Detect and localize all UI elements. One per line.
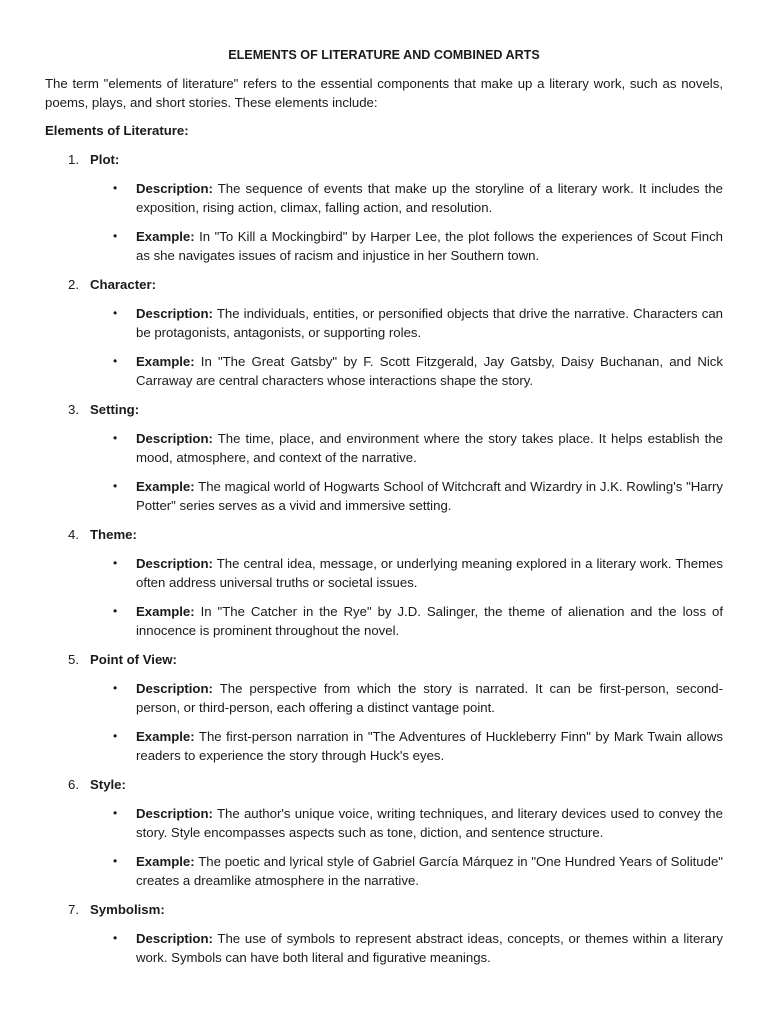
- element-heading: [45, 900, 723, 919]
- bullet-item: [45, 679, 723, 717]
- document-title: ELEMENTS OF LITERATURE AND COMBINED ARTS: [228, 48, 540, 62]
- point-label: Description:: [136, 931, 213, 946]
- bullet-list: [45, 429, 723, 515]
- bullet-list: [45, 304, 723, 390]
- element-name: Symbolism:: [90, 902, 165, 917]
- element-name: Theme:: [90, 527, 137, 542]
- element-name: Style:: [90, 777, 126, 792]
- list-item: [45, 275, 723, 390]
- element-heading: [45, 400, 723, 419]
- list-item: [45, 775, 723, 890]
- bullet-list: [45, 804, 723, 890]
- intro-paragraph: The term "elements of literature" refers to the essential components that make up a literary work, such as novels, poems, plays, and short stories. These elements include:: [45, 76, 723, 110]
- bullet-list: [45, 554, 723, 640]
- point-text: The first-person narration in "The Adventures of Huckleberry Finn" by Mark Twain allows readers to experience the story through Huck's eyes.: [136, 729, 723, 763]
- bullet-list: [45, 179, 723, 265]
- bullet-item: [45, 352, 723, 390]
- list-number: 5.: [68, 652, 79, 667]
- element-heading: [45, 275, 723, 294]
- element-heading: [45, 775, 723, 794]
- point-label: Example:: [136, 479, 195, 494]
- bullet-item: [45, 727, 723, 765]
- bullet-icon: •: [113, 229, 118, 243]
- bullet-icon: •: [113, 806, 118, 820]
- bullet-item: [45, 429, 723, 467]
- list-number: 1.: [68, 152, 79, 167]
- element-heading: [45, 650, 723, 669]
- list-item: [45, 400, 723, 515]
- bullet-icon: •: [113, 604, 118, 618]
- point-label: Example:: [136, 604, 195, 619]
- document-page: [45, 46, 723, 977]
- list-number: 3.: [68, 402, 79, 417]
- bullet-icon: •: [113, 931, 118, 945]
- point-label: Description:: [136, 306, 213, 321]
- point-text: In "The Great Gatsby" by F. Scott Fitzgerald, Jay Gatsby, Daisy Buchanan, and Nick Carraway are central characters whose interactions shape the story.: [136, 354, 723, 388]
- point-text: In "To Kill a Mockingbird" by Harper Lee, the plot follows the experiences of Scout Finch as she navigates issues of racism and injustice in her Southern town.: [136, 229, 723, 263]
- point-label: Example:: [136, 854, 195, 869]
- list-number: 7.: [68, 902, 79, 917]
- bullet-item: [45, 179, 723, 217]
- point-label: Description:: [136, 181, 213, 196]
- list-item: [45, 150, 723, 265]
- list-item: [45, 525, 723, 640]
- element-name: Point of View:: [90, 652, 177, 667]
- bullet-icon: •: [113, 854, 118, 868]
- bullet-icon: •: [113, 306, 118, 320]
- list-number: 2.: [68, 277, 79, 292]
- point-text: The sequence of events that make up the storyline of a literary work. It includes the exposition, rising action, climax, falling action, and resolution.: [136, 181, 723, 215]
- bullet-list: [45, 929, 723, 967]
- point-label: Description:: [136, 556, 213, 571]
- point-text: The perspective from which the story is narrated. It can be first-person, second-person, or third-person, each offering a distinct vantage point.: [136, 681, 723, 715]
- bullet-icon: •: [113, 431, 118, 445]
- point-text: The poetic and lyrical style of Gabriel García Márquez in "One Hundred Years of Solitude" creates a dreamlike atmosphere in the narrative.: [136, 854, 723, 888]
- point-label: Description:: [136, 681, 213, 696]
- point-text: The magical world of Hogwarts School of Witchcraft and Wizardry in J.K. Rowling's "Harry Potter" series serves as a vivid and immersive setting.: [136, 479, 723, 513]
- element-name: Setting:: [90, 402, 140, 417]
- point-label: Description:: [136, 431, 213, 446]
- point-text: The use of symbols to represent abstract ideas, concepts, or themes within a literary work. Symbols can have both literal and figurative meanings.: [136, 931, 723, 965]
- list-number: 4.: [68, 527, 79, 542]
- point-text: The time, place, and environment where the story takes place. It helps establish the mood, atmosphere, and context of the narrative.: [136, 431, 723, 465]
- bullet-item: [45, 852, 723, 890]
- point-text: The individuals, entities, or personified objects that drive the narrative. Characters can be protagonists, antagonists, or supporting roles.: [136, 306, 723, 340]
- point-label: Example:: [136, 354, 195, 369]
- bullet-item: [45, 929, 723, 967]
- point-text: In "The Catcher in the Rye" by J.D. Salinger, the theme of alienation and the loss of innocence is prominent throughout the novel.: [136, 604, 723, 638]
- element-heading: [45, 525, 723, 544]
- element-heading: [45, 150, 723, 169]
- bullet-icon: •: [113, 681, 118, 695]
- list-item: [45, 650, 723, 765]
- list-number: 6.: [68, 777, 79, 792]
- bullet-icon: •: [113, 556, 118, 570]
- point-text: The central idea, message, or underlying meaning explored in a literary work. Themes often address universal truths or societal issues.: [136, 556, 723, 590]
- bullet-icon: •: [113, 729, 118, 743]
- bullet-icon: •: [113, 354, 118, 368]
- bullet-list: [45, 679, 723, 765]
- bullet-item: [45, 804, 723, 842]
- point-label: Description:: [136, 806, 213, 821]
- bullet-item: [45, 602, 723, 640]
- bullet-item: [45, 477, 723, 515]
- bullet-icon: •: [113, 181, 118, 195]
- bullet-item: [45, 554, 723, 592]
- bullet-item: [45, 304, 723, 342]
- element-name: Character:: [90, 277, 156, 292]
- element-name: Plot:: [90, 152, 120, 167]
- point-text: The author's unique voice, writing techniques, and literary devices used to convey the story. Style encompasses aspects such as tone, diction, and sentence structure.: [136, 806, 723, 840]
- list-item: [45, 900, 723, 967]
- point-label: Example:: [136, 229, 195, 244]
- point-label: Example:: [136, 729, 195, 744]
- section-heading: Elements of Literature:: [45, 123, 189, 138]
- elements-list: [45, 150, 723, 967]
- bullet-item: [45, 227, 723, 265]
- bullet-icon: •: [113, 479, 118, 493]
